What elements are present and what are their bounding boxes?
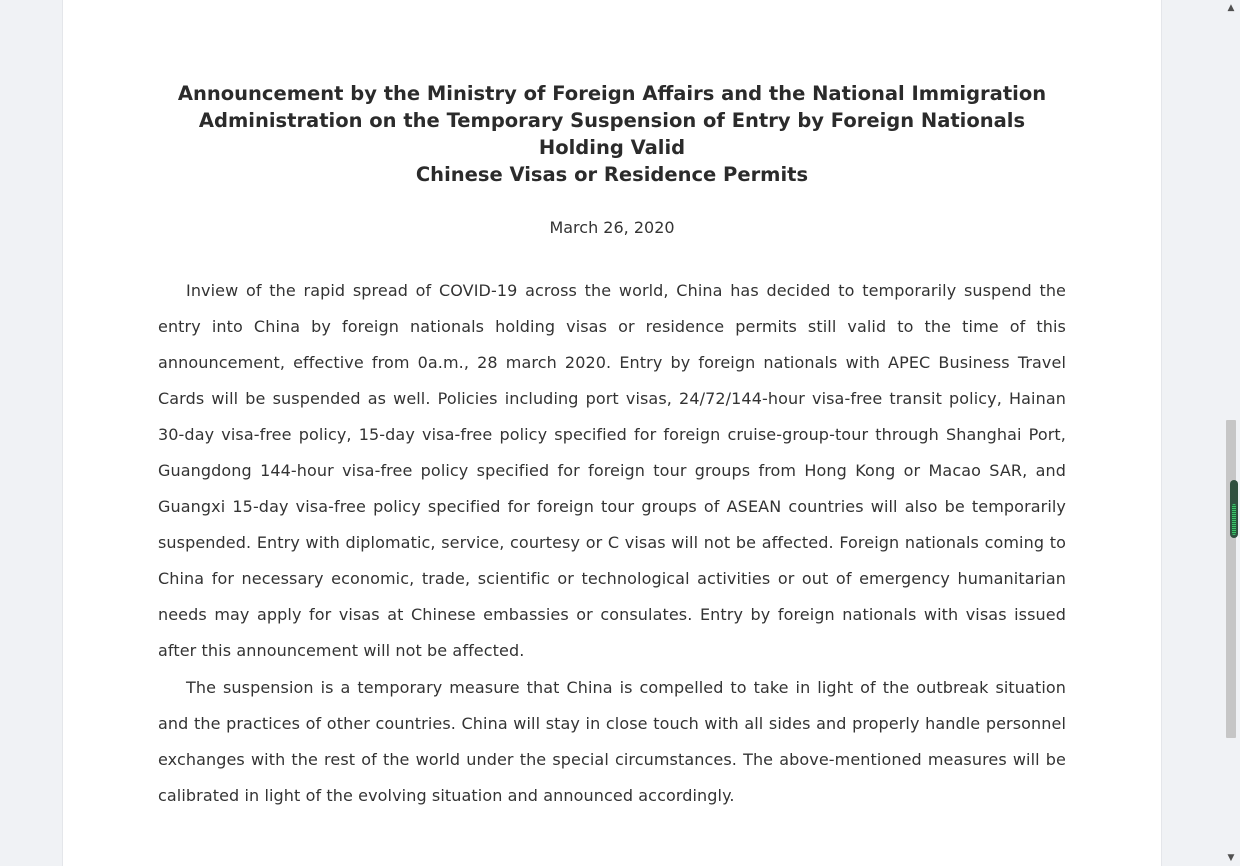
article-content [158, 80, 1066, 814]
article-paragraph: The suspension is a temporary measure that China is compelled to take in light of the outbreak situation and the practices of other countries. China will stay in close touch with all sides and properly handle personnel exchanges with the rest of the world under the special circumstances. The above-mentioned measures will be calibrated in light of the evolving situation and announced accordingly. [158, 678, 1066, 805]
article-title-line: Administration on the Temporary Suspension of Entry by Foreign Nationals Holding Valid [198, 109, 1026, 159]
article-date: March 26, 2020 [549, 218, 675, 237]
level-meter-icon[interactable] [1230, 480, 1238, 538]
caret-up-icon[interactable]: ▲ [1227, 3, 1235, 13]
article-title [158, 80, 1066, 188]
scrollbar-thumb[interactable] [1226, 420, 1236, 738]
article-paragraph: Inview of the rapid spread of COVID-19 across the world, China has decided to temporarily suspend the entry into China by foreign nationals holding visas or residence permits still valid to the time of this announcement, effective from 0a.m., 28 march 2020. Entry by foreign nationals with APEC Business Travel Cards will be suspended as well. Policies including port visas, 24/72/144-hour visa-free transit policy, Hainan 30-day visa-free policy, 15-day visa-free policy specified for foreign cruise-group-tour through Shanghai Port, Guangdong 144-hour visa-free policy specified for foreign tour groups from Hong Kong or Macao SAR, and Guangxi 15-day visa-free policy specified for foreign tour groups of ASEAN countries will also be temporarily suspended. Entry with diplomatic, service, courtesy or C visas will not be affected. Foreign nationals coming to China for necessary economic, trade, scientific or technological activities or out of emergency humanitarian needs may apply for visas at Chinese embassies or consulates. Entry by foreign nationals with visas issued after this announcement will not be affected. [158, 281, 1066, 660]
article-title-line: Chinese Visas or Residence Permits [415, 163, 809, 186]
level-meter-fill [1232, 504, 1236, 535]
article-page [62, 0, 1162, 866]
article-body [158, 273, 1066, 814]
caret-down-icon[interactable]: ▼ [1227, 853, 1235, 863]
vertical-scrollbar[interactable] [1224, 0, 1238, 866]
article-title-line: Announcement by the Ministry of Foreign Affairs and the National Immigration [177, 82, 1047, 105]
